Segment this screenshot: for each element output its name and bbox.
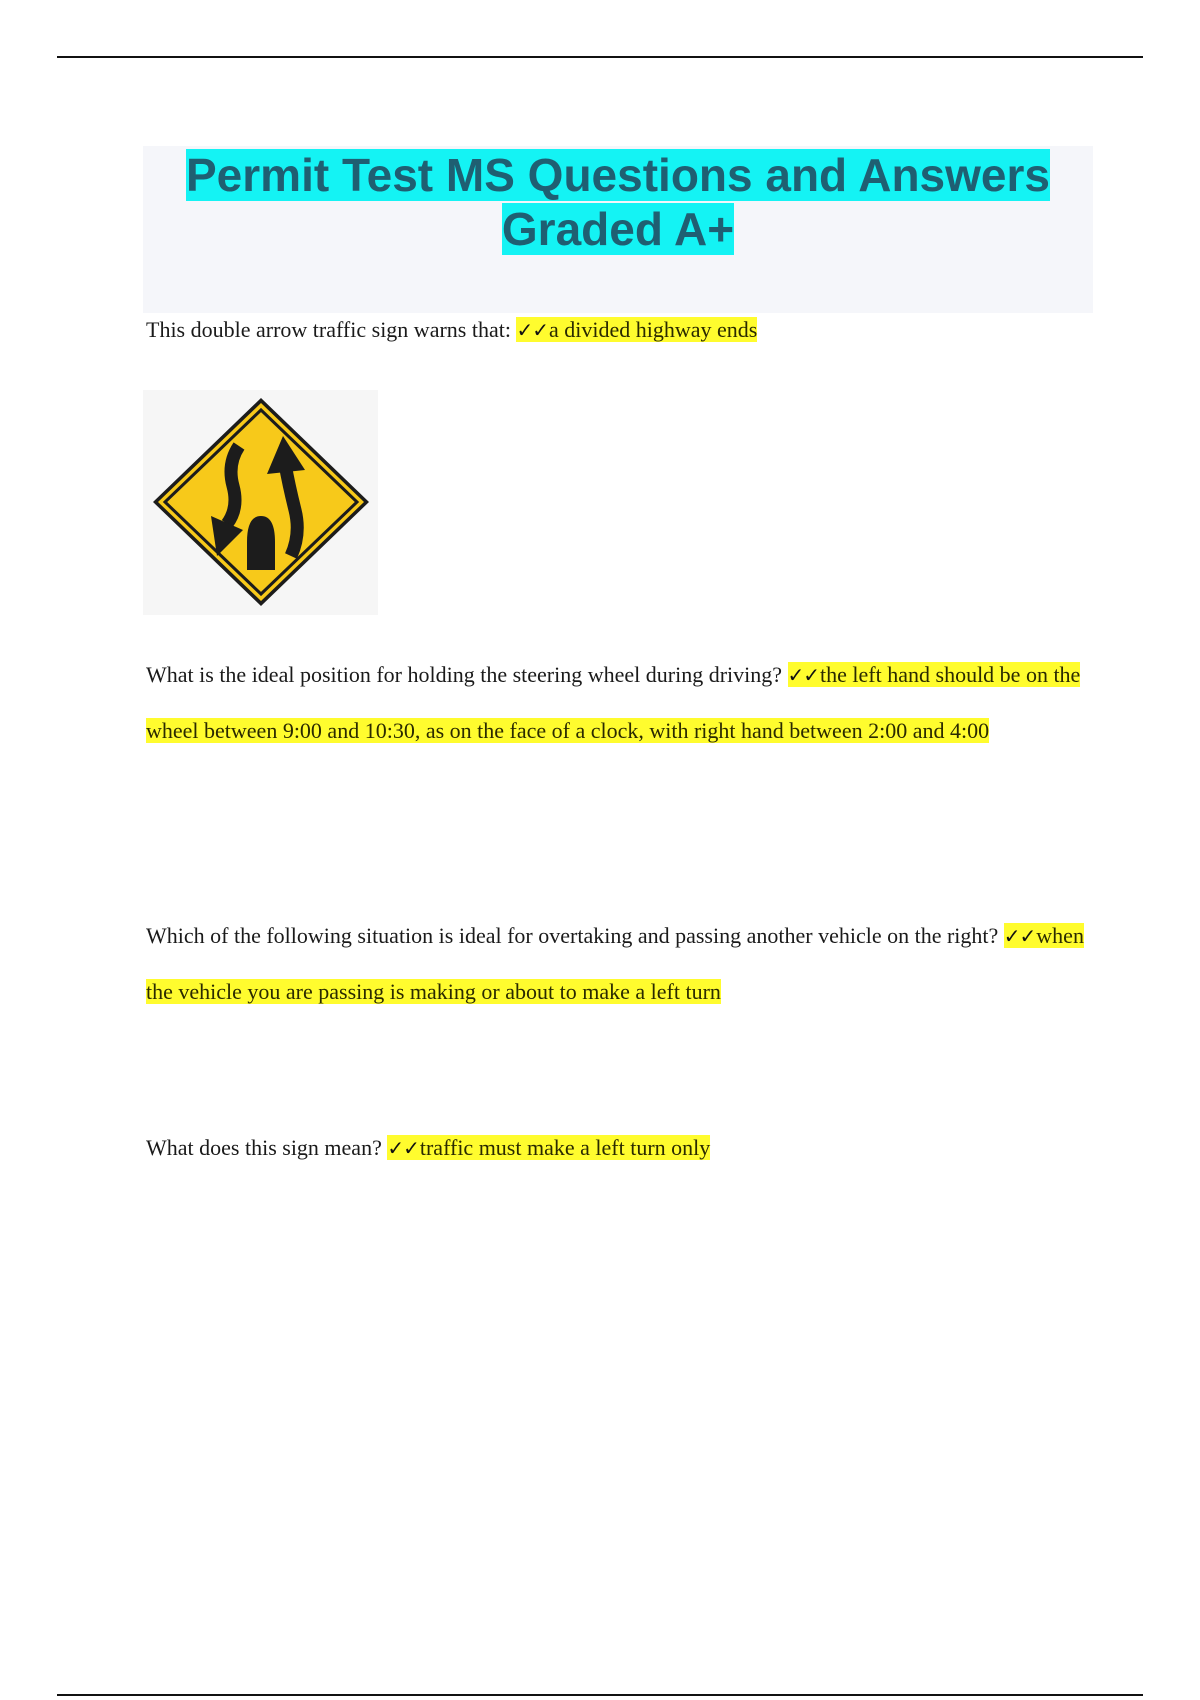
divided-highway-ends-sign-icon: [143, 390, 378, 615]
qa-item: [146, 908, 1086, 1020]
title-block: [143, 146, 1093, 313]
answer-label: the left hand should be on the wheel between 9:00 and 10:30, as on the face of a clock, with right hand between 2:00 and 4:00: [146, 662, 1081, 743]
bottom-rule: [57, 1694, 1143, 1696]
question-text: This double arrow traffic sign warns that:: [146, 317, 517, 342]
page-title-line2: Graded A+: [501, 203, 735, 255]
question-text: What does this sign mean?: [146, 1135, 388, 1160]
double-check-icon: ✓✓: [387, 1136, 419, 1160]
qa-item: [146, 647, 1086, 759]
double-check-icon: ✓✓: [1003, 924, 1036, 948]
top-rule: [57, 56, 1143, 58]
page-title-line1: Permit Test MS Questions and Answers: [186, 149, 1050, 201]
answer-label: a divided highway ends: [548, 317, 758, 342]
double-check-icon: ✓✓: [787, 663, 820, 687]
qa-item: [146, 1120, 1086, 1176]
question-text: Which of the following situation is ideal for overtaking and passing another vehicle on the right?: [146, 923, 1004, 948]
qa-item: [146, 302, 1086, 358]
answer-label: when the vehicle you are passing is making or about to make a left turn: [146, 923, 1084, 1004]
double-check-icon: ✓✓: [516, 318, 548, 342]
answer-label: traffic must make a left turn only: [419, 1135, 711, 1160]
answer-text: [516, 317, 757, 342]
question-text: What is the ideal position for holding the steering wheel during driving?: [146, 662, 788, 687]
answer-text: [387, 1135, 710, 1160]
